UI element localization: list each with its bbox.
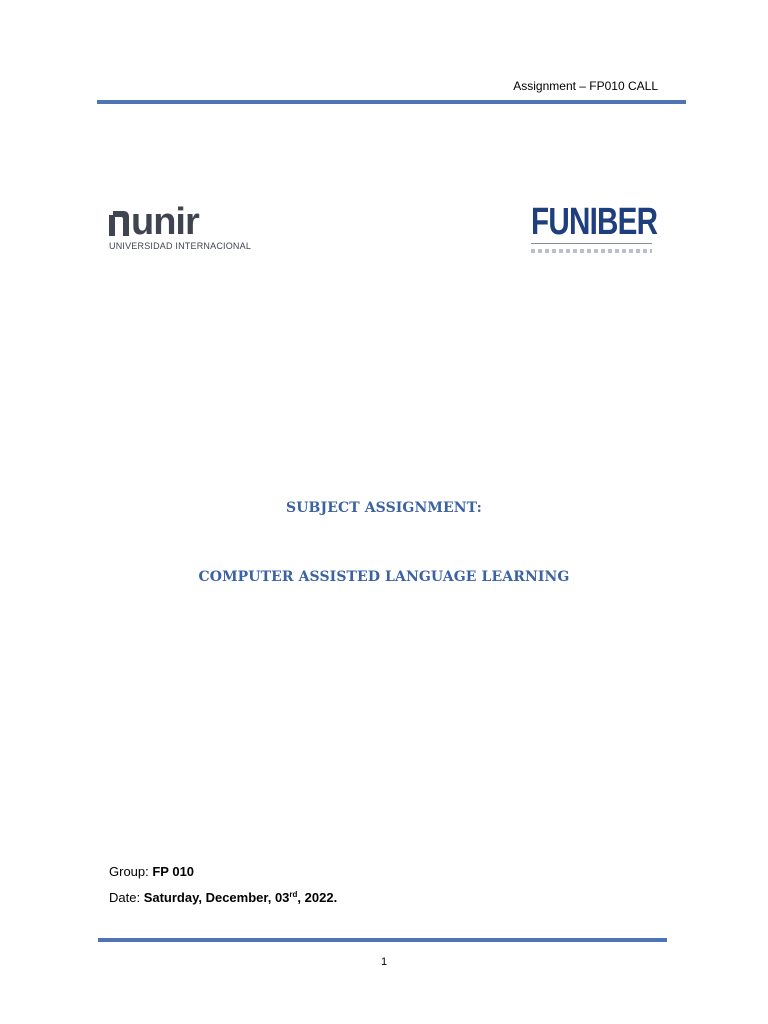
page-number: 1 [380,956,388,968]
subject-title: SUBJECT ASSIGNMENT: [286,500,482,516]
footer-rule [98,938,667,942]
funiber-underline [531,243,652,244]
course-title: COMPUTER ASSISTED LANGUAGE LEARNING [198,569,570,585]
unir-wordmark: unir [131,201,199,243]
group-label: Group: [109,864,153,879]
funiber-logo [531,201,658,254]
date-year: , 2022. [297,890,338,905]
funiber-tagline-decoration [531,249,652,253]
unir-logo [109,201,252,253]
unir-subtitle: UNIVERSIDAD INTERNACIONAL [109,241,252,251]
unir-mark-icon [109,207,129,232]
date-label: Date: [109,890,144,905]
header-text: Assignment – FP010 CALL [513,79,658,93]
date-value: Saturday, December, 03 [143,890,290,905]
date-ordinal: rd [289,890,298,899]
group-line [109,864,194,880]
date-line [109,887,337,906]
header-rule [97,100,686,104]
group-value: FP 010 [152,864,195,879]
funiber-wordmark: FUNIBER [531,201,658,243]
